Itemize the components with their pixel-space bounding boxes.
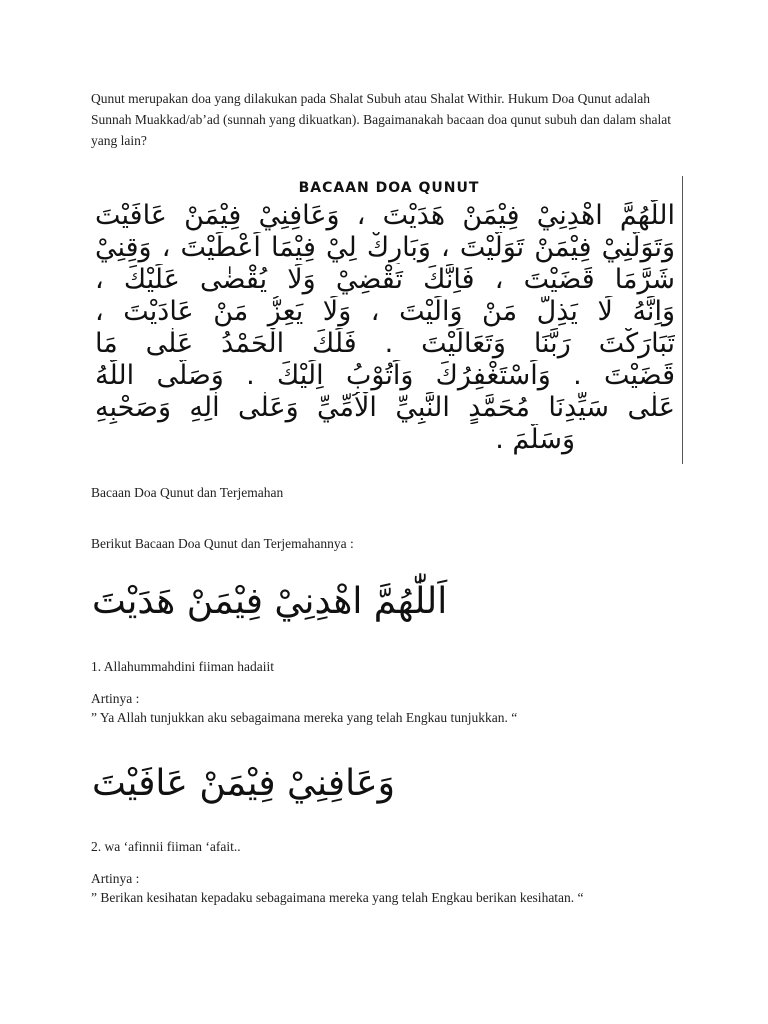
translation-1: ” Ya Allah tunjukkan aku sebagaimana mereka yang telah Engkau tunjukkan. “ xyxy=(91,710,518,725)
image-arabic-line: اللّٰهُمَّ اهْدِنِيْ فِيْمَنْ هَدَيْتَ ، وَعَافِنِيْ فِيْمَنْ عَافَيْتَ xyxy=(95,200,675,231)
image-arabic-line: وَتَوَلَّنِيْ فِيْمَنْ تَوَلَّيْتَ ، وَبَارِكْ لِيْ فِيْمَا اَعْطَيْتَ ، وَقِنِيْ xyxy=(95,232,675,263)
latin-transliteration-2: 2. wa ‘afinnii fiiman ‘afait.. xyxy=(91,839,241,854)
intro-paragraph: Qunut merupakan doa yang dilakukan pada Shalat Subuh atau Shalat Withir. Hukum Doa Qunut adalah Sunnah Muakkad/ab’ad (sunnah yang dikuatkan). Bagaimanakah bacaan doa qunut subuh dan dalam shalat yang lain? xyxy=(91,91,671,148)
image-arabic-line: وَاِنَّهُ لَا يَذِلُّ مَنْ وَالَيْتَ ، وَلَا يَعِزُّ مَنْ عَادَيْتَ ، xyxy=(95,296,675,327)
latin-transliteration-1: 1. Allahummahdini fiiman hadaiit xyxy=(91,659,274,674)
image-arabic-line: شَرَّمَا قَضَيْتَ ، فَاِنَّكَ تَقْضِيْ وَلَا يُقْضٰى عَلَيْكَ ، xyxy=(95,264,675,295)
doa-qunut-scan-image xyxy=(93,176,685,464)
image-border-line xyxy=(682,176,683,464)
image-arabic-line: قَضَيْتَ . وَاَسْتَغْفِرُكَ وَاَتُوْبُ اِلَيْكَ . وَصَلَّى اللّٰهُ xyxy=(95,360,675,391)
section-subheading: Berikut Bacaan Doa Qunut dan Terjemahannya : xyxy=(91,536,354,551)
image-arabic-line: وَسَلَّمَ . xyxy=(495,424,575,455)
translation-2: ” Berikan kesihatan kepadaku sebagaimana mereka yang telah Engkau berikan kesihatan. “ xyxy=(91,890,584,905)
image-caption: Bacaan Doa Qunut dan Terjemahan xyxy=(91,485,284,500)
arabic-verse-1: اَللّٰهُمَّ اهْدِنِيْ فِيْمَنْ هَدَيْتَ xyxy=(92,581,448,622)
image-title: BACAAN DOA QUNUT xyxy=(298,180,480,196)
artinya-label-1: Artinya : xyxy=(91,691,140,706)
artinya-label-2: Artinya : xyxy=(91,871,140,886)
image-arabic-line: عَلٰى سَيِّدِنَا مُحَمَّدٍ النَّبِيِّ الْاُمِّيِّ وَعَلٰى اٰلِهِ وَصَحْبِهِ xyxy=(95,392,675,423)
arabic-verse-2: وَعَافِنِيْ فِيْمَنْ عَافَيْتَ xyxy=(92,763,395,804)
image-arabic-line: تَبَارَكْتَ رَبَّنَا وَتَعَالَيْتَ . فَلَكَ الْحَمْدُ عَلٰى مَا xyxy=(95,328,675,359)
